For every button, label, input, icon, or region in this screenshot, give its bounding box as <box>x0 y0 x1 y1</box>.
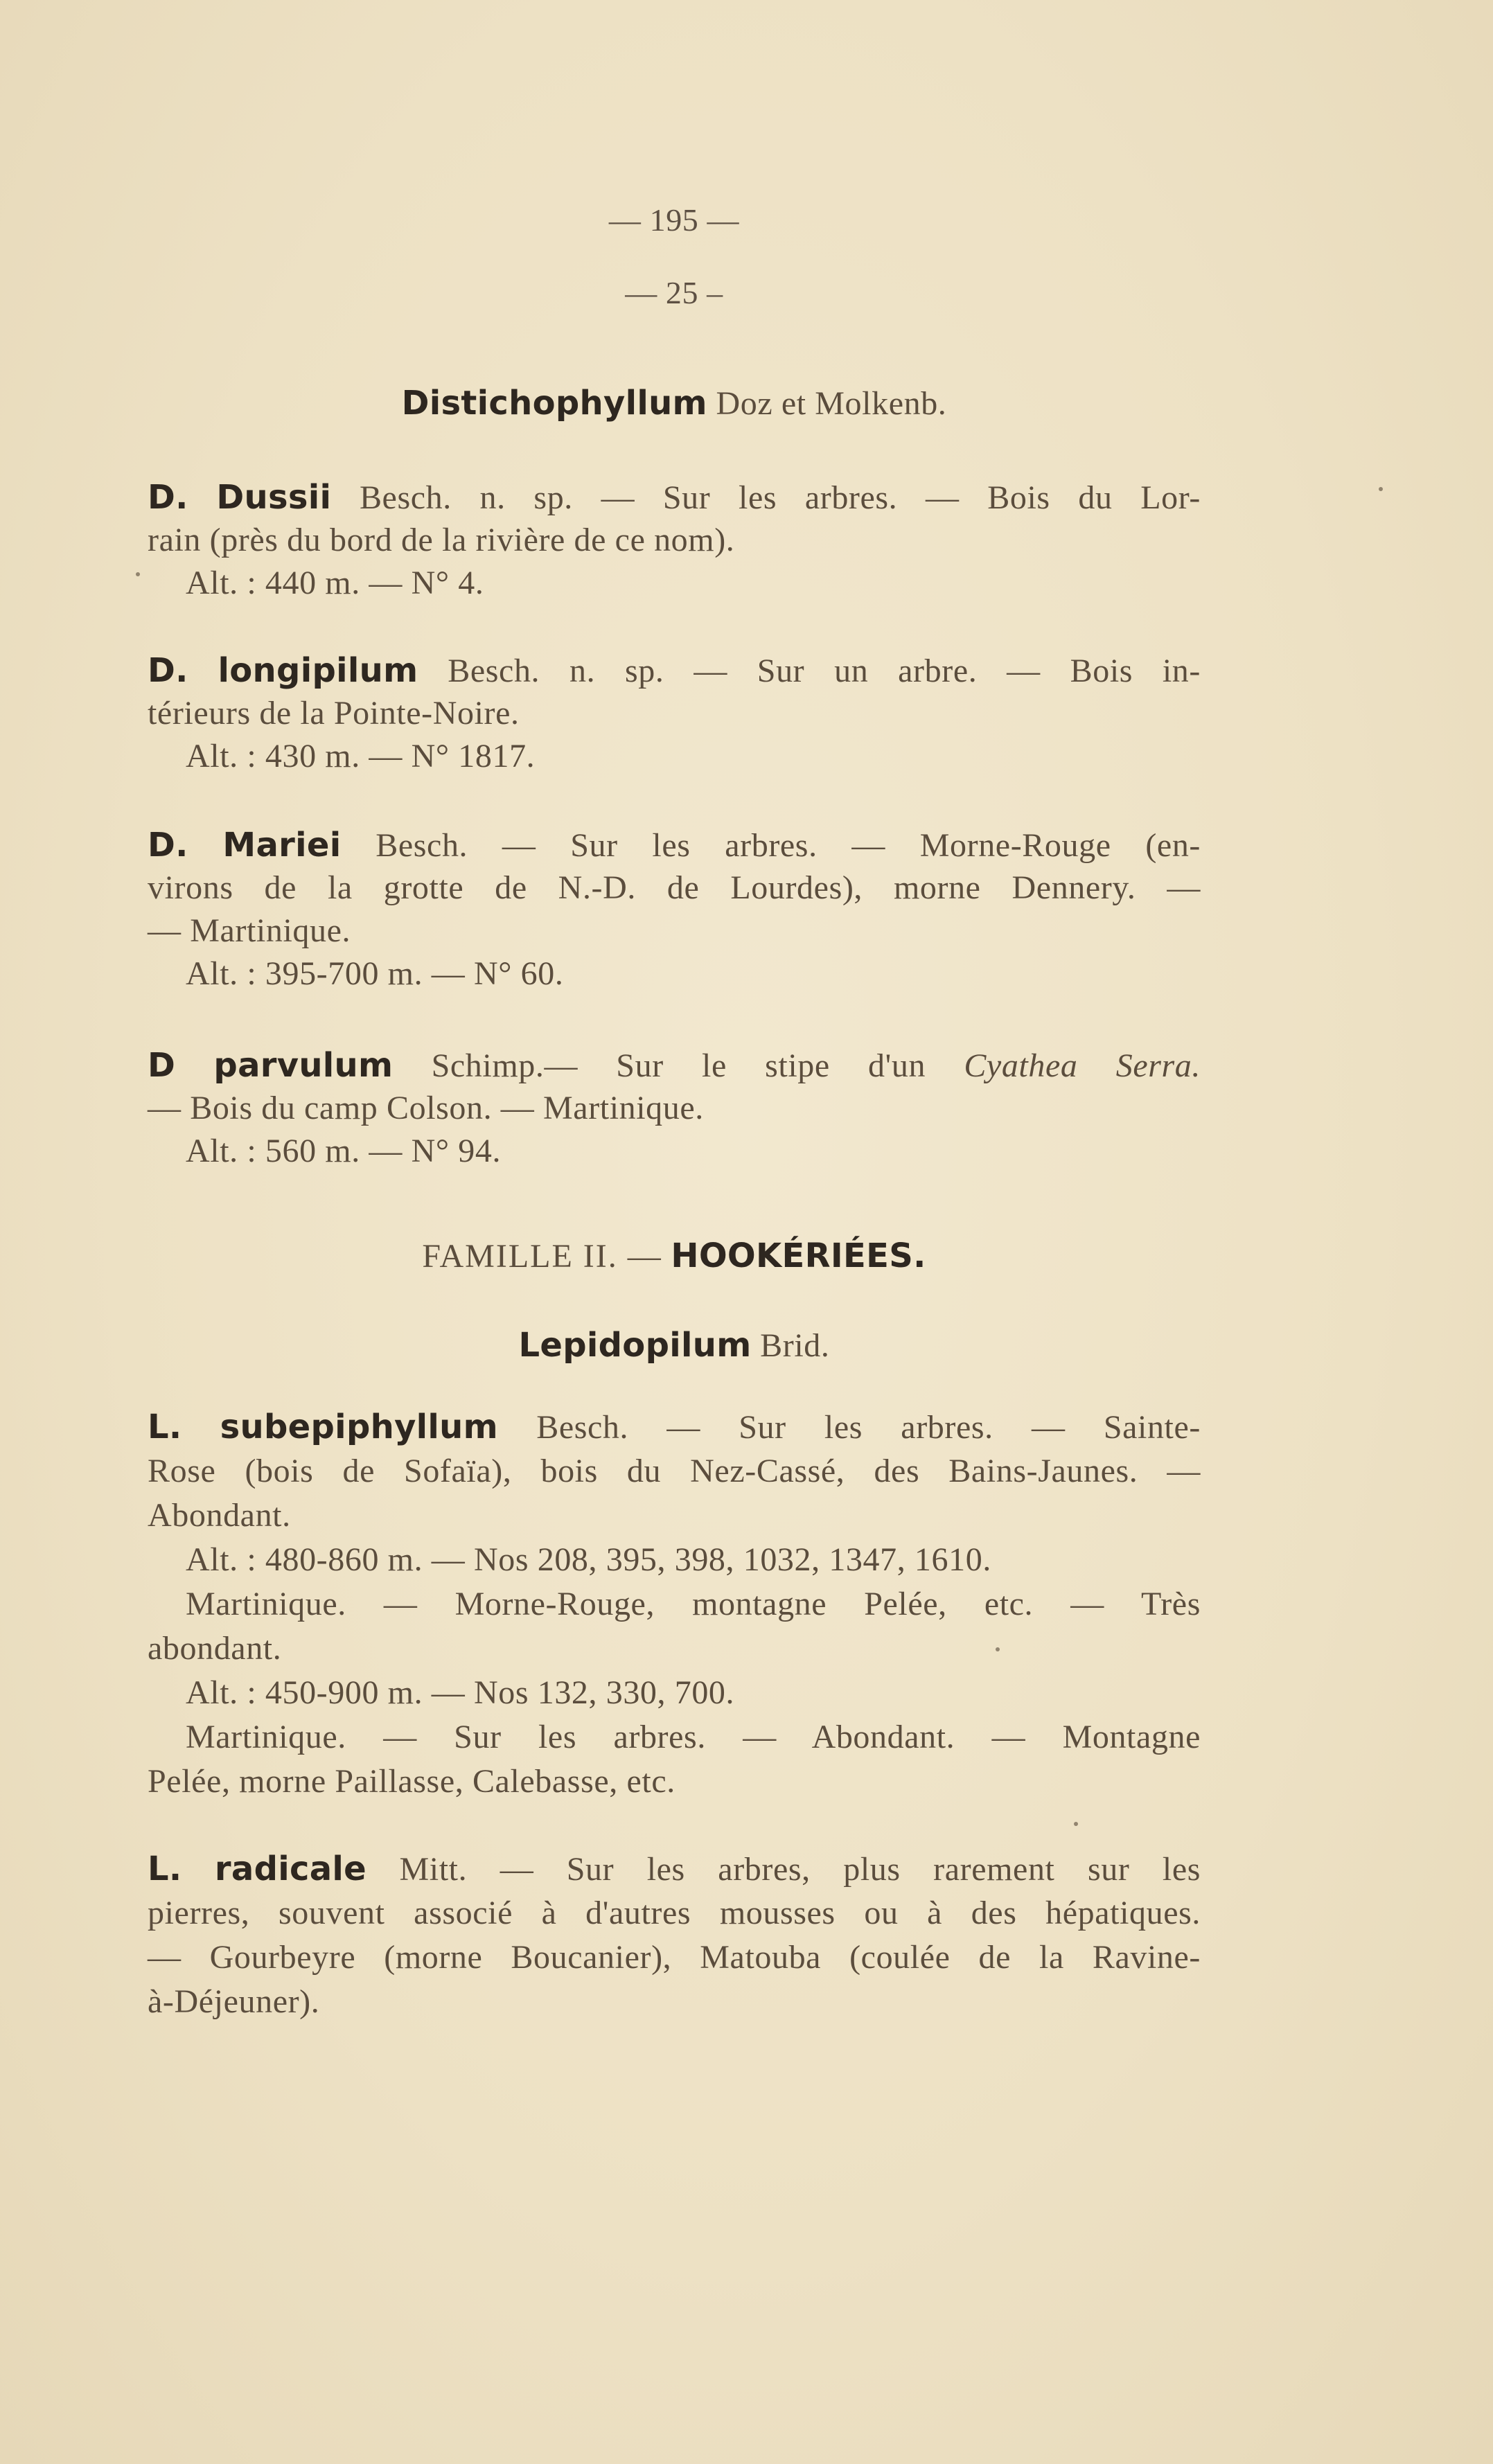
genus-name: Lepidopilum <box>518 1326 752 1365</box>
family-name: HOOKÉRIÉES. <box>671 1237 926 1275</box>
entry-abbr: L. <box>148 1850 182 1888</box>
family-prefix: FAMILLE II. — <box>422 1238 662 1275</box>
entry-text: Mitt. — Sur les arbres, plus rarement sur les <box>399 1851 1201 1888</box>
entry-abbr: D. <box>148 826 188 865</box>
entry-altitude: Alt. : 430 m. — N° 1817. <box>186 738 536 774</box>
entry-line: — Martinique. <box>148 912 351 949</box>
entry-first-line <box>148 650 1201 692</box>
species-name: radicale <box>214 1850 367 1888</box>
entry-line: — Gourbeyre (morne Boucanier), Matouba (coulée de la Ravine- <box>148 1939 1201 1976</box>
species-name: parvulum <box>213 1046 394 1085</box>
species-name: Dussii <box>216 478 332 517</box>
entry-text: Schimp.— Sur le stipe d'un <box>431 1047 926 1084</box>
entry-text: Besch. — Sur les arbres. — Morne-Rouge (en- <box>376 827 1201 864</box>
entry-abbr: D. <box>148 478 188 517</box>
entry-text: Besch. n. sp. — Sur un arbre. — Bois in- <box>448 653 1201 689</box>
entry-abbr: D <box>148 1046 176 1085</box>
genus-heading <box>148 382 1201 425</box>
page-number-sub: — 25 – <box>625 275 723 310</box>
entry-line: pierres, souvent associé à d'autres mousses ou à des hépatiques. <box>148 1895 1201 1931</box>
entry-text-italic: Cyathea Serra. <box>964 1047 1201 1084</box>
genus-author: Doz et Molkenb. <box>716 385 947 422</box>
entry-first-line <box>148 1406 1201 1448</box>
ink-speck <box>136 572 140 576</box>
entry-text: Besch. n. sp. — Sur les arbres. — Bois du Lor- <box>359 479 1201 516</box>
species-name: Mariei <box>222 826 342 865</box>
entry-altitude: Alt. : 560 m. — N° 94. <box>186 1133 502 1169</box>
entry-altitude: Alt. : 395-700 m. — N° 60. <box>186 955 564 992</box>
ink-speck <box>1074 1822 1078 1826</box>
genus-author: Brid. <box>760 1327 830 1364</box>
entry-abbr: D. <box>148 651 188 690</box>
entry-line: Pelée, morne Paillasse, Calebasse, etc. <box>148 1763 675 1800</box>
entry-line: Abondant. <box>148 1497 291 1534</box>
entry-line: Rose (bois de Sofaïa), bois du Nez-Cassé, des Bains-Jaunes. — <box>148 1453 1201 1489</box>
entry-line: — Bois du camp Colson. — Martinique. <box>148 1090 704 1126</box>
entry-line: Martinique. — Sur les arbres. — Abondant. — Montagne <box>186 1719 1201 1755</box>
entry-line: Martinique. — Morne-Rouge, montagne Pelée, etc. — Très <box>186 1586 1201 1622</box>
page-number-main: — 195 — <box>608 202 740 238</box>
entry-altitude: Alt. : 440 m. — N° 4. <box>186 565 484 601</box>
entry-line: à-Déjeuner). <box>148 1983 320 2020</box>
entry-line: térieurs de la Pointe-Noire. <box>148 695 520 732</box>
entry-line: virons de la grotte de N.-D. de Lourdes), morne Dennery. — <box>148 869 1201 906</box>
species-name: subepiphyllum <box>220 1408 498 1446</box>
family-heading <box>148 1235 1201 1277</box>
entry-text: Besch. — Sur les arbres. — Sainte- <box>536 1409 1201 1446</box>
entry-abbr: L. <box>148 1408 182 1446</box>
ink-speck <box>1379 487 1383 491</box>
entry-line: abondant. <box>148 1630 282 1667</box>
genus-name: Distichophyllum <box>401 384 707 423</box>
ink-speck <box>996 1647 1000 1651</box>
entry-first-line <box>148 824 1201 867</box>
entry-first-line <box>148 1848 1201 1890</box>
entry-altitude: Alt. : 450-900 m. — Nos 132, 330, 700. <box>186 1674 735 1711</box>
species-name: longipilum <box>218 651 418 690</box>
entry-altitude: Alt. : 480-860 m. — Nos 208, 395, 398, 1032, 1347, 1610. <box>186 1541 991 1578</box>
entry-line: rain (près du bord de la rivière de ce nom). <box>148 522 735 558</box>
entry-first-line <box>148 477 1201 519</box>
genus-heading <box>148 1324 1201 1367</box>
entry-first-line <box>148 1045 1201 1087</box>
